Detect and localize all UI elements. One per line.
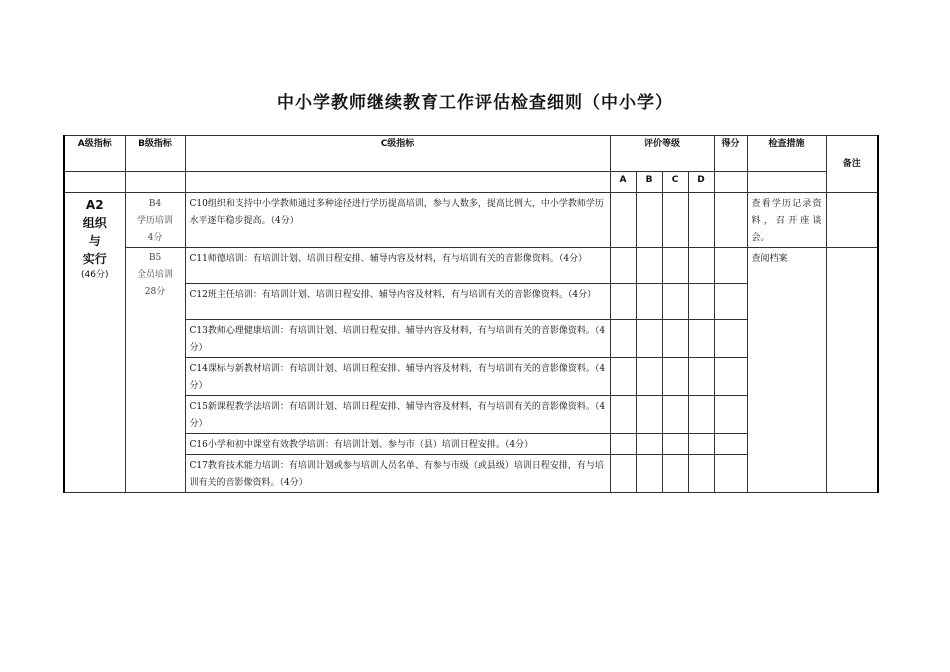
grade-cell xyxy=(636,248,662,284)
grade-cell xyxy=(688,455,714,493)
a-level-header: A级指标 xyxy=(64,136,125,172)
c-item-text: C12班主任培训：有培训计划、培训日程安排、辅导内容及材料，有与培训有关的音影像资料。（4分） xyxy=(185,284,610,320)
grade-cell xyxy=(636,434,662,455)
score-cell xyxy=(714,358,747,396)
grade-cell xyxy=(662,320,688,358)
remark-cell xyxy=(826,248,878,493)
grade-c-label: C xyxy=(662,172,688,193)
method-cell: 查看学历记录资料，召开座谈会。 xyxy=(747,193,826,248)
grade-cell xyxy=(610,284,636,320)
score-cell xyxy=(714,434,747,455)
score-cell xyxy=(714,455,747,493)
c-item-text: C16小学和初中课堂有效教学培训：有培训计划、参与市（县）培训日程安排。（4分） xyxy=(185,434,610,455)
table-row xyxy=(64,248,878,284)
score-cell xyxy=(714,320,747,358)
grade-b-label: B xyxy=(636,172,662,193)
grade-cell xyxy=(636,396,662,434)
table-row xyxy=(64,193,878,248)
grade-cell xyxy=(636,193,662,248)
grade-cell xyxy=(610,248,636,284)
c-item-text: C15新课程教学法培训：有培训计划、培训日程安排、辅导内容及材料，有与培训有关的音影像资料。（4分） xyxy=(185,396,610,434)
b-item-cell xyxy=(125,193,185,248)
method-header: 检查措施 xyxy=(747,136,826,172)
a-index-name-line: 实行 xyxy=(82,252,107,266)
grade-cell xyxy=(662,248,688,284)
grade-cell xyxy=(610,320,636,358)
method-cell: 查阅档案 xyxy=(747,248,826,493)
grade-cell xyxy=(610,193,636,248)
b-item-code: B4 xyxy=(148,199,162,209)
document-title: 中小学教师继续教育工作评估检查细则（中小学） xyxy=(277,93,673,113)
score-cell xyxy=(714,396,747,434)
a-index-points: (46分) xyxy=(81,270,109,280)
grade-cell xyxy=(636,455,662,493)
c-item-text: C17教育技术能力培训：有培训计划或参与培训人员名单、有参与市级（或县级）培训日程安排，有与培训有关的音影像资料。（4分） xyxy=(185,455,610,493)
grade-cell xyxy=(610,434,636,455)
grade-cell xyxy=(662,434,688,455)
c-item-text: C10组织和支持中小学教师通过多种途径进行学历提高培训，参与人数多，提高比例大，中小学教师学历水平逐年稳步提高。（4分） xyxy=(185,193,610,248)
grade-cell xyxy=(610,455,636,493)
score-cell xyxy=(714,193,747,248)
c-item-text: C13教师心理健康培训：有培训计划、培训日程安排、辅导内容及材料，有与培训有关的音影像资料。（4分） xyxy=(185,320,610,358)
grade-cell xyxy=(688,396,714,434)
grade-header: 评价等级 xyxy=(610,136,714,172)
grade-a-label: A xyxy=(610,172,636,193)
c-item-text: C14课标与新教材培训：有培训计划、培训日程安排、辅导内容及材料，有与培训有关的音影像资料。（4分） xyxy=(185,358,610,396)
header-row xyxy=(64,136,878,172)
b-item-points: 4分 xyxy=(147,233,163,243)
c-item-text: C11师德培训：有培训计划、培训日程安排、辅导内容及材料，有与培训有关的音影像资料。（4分） xyxy=(185,248,610,284)
grade-cell xyxy=(688,284,714,320)
grade-cell xyxy=(636,358,662,396)
grade-cell xyxy=(688,320,714,358)
score-cell xyxy=(714,284,747,320)
grade-cell xyxy=(662,396,688,434)
grade-cell xyxy=(688,434,714,455)
grade-cell xyxy=(610,396,636,434)
b-item-code: B5 xyxy=(148,253,162,263)
b-item-points: 28分 xyxy=(144,287,166,297)
remark-cell xyxy=(826,193,878,248)
score-header: 得分 xyxy=(714,136,747,172)
a-index-code: A2 xyxy=(85,198,104,212)
grade-cell xyxy=(688,358,714,396)
a-index-name-line: 与 xyxy=(88,234,101,248)
grade-cell xyxy=(636,320,662,358)
grade-cell xyxy=(662,284,688,320)
b-item-cell xyxy=(125,248,185,493)
a-index-cell xyxy=(64,193,125,493)
grade-cell xyxy=(662,193,688,248)
score-cell xyxy=(714,248,747,284)
grade-cell xyxy=(610,358,636,396)
evaluation-table xyxy=(63,135,879,493)
grade-d-label: D xyxy=(688,172,714,193)
c-level-header: C级指标 xyxy=(185,136,610,172)
a-index-name-line: 组织 xyxy=(82,216,107,230)
grade-cell xyxy=(662,455,688,493)
grade-cell xyxy=(688,193,714,248)
grade-cell xyxy=(662,358,688,396)
b-item-name: 全员培训 xyxy=(136,270,173,280)
b-level-header: B级指标 xyxy=(125,136,185,172)
grade-cell xyxy=(688,248,714,284)
grade-cell xyxy=(636,284,662,320)
grade-subheader-row xyxy=(64,172,878,193)
remark-header: 备注 xyxy=(826,136,878,193)
b-item-name: 学历培训 xyxy=(136,216,173,226)
